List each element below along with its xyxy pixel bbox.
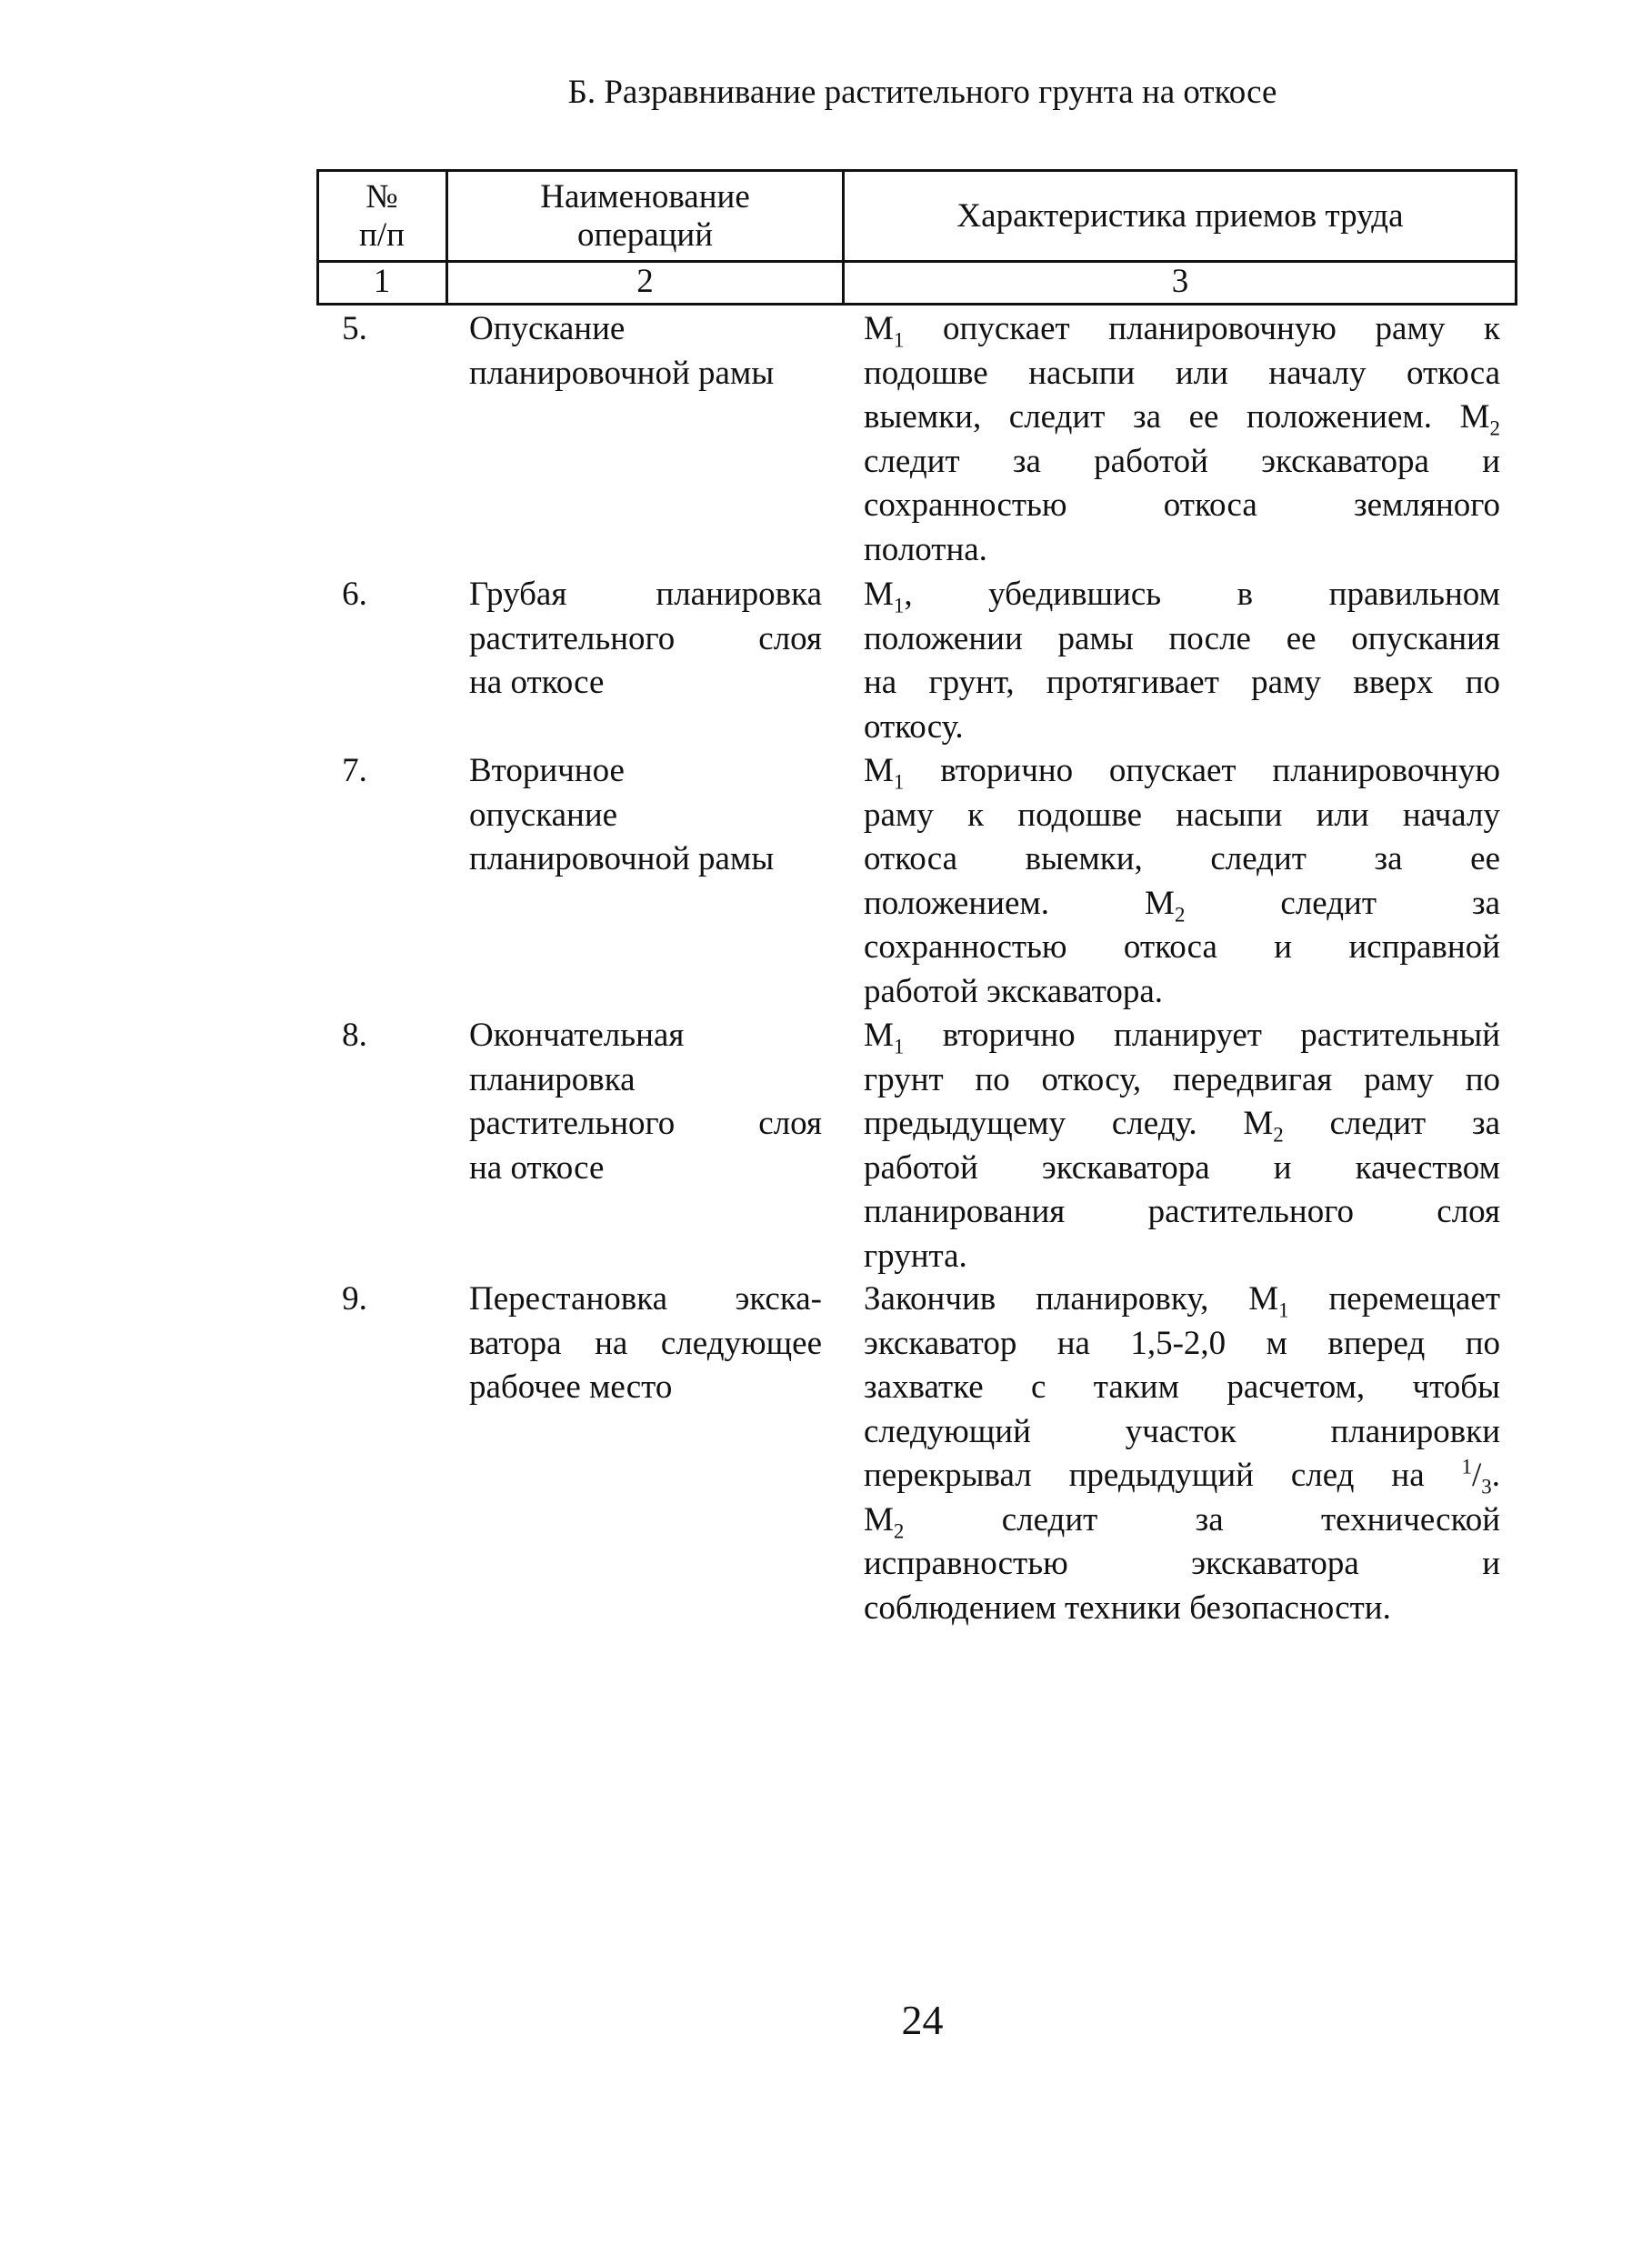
row-number: 9. [342, 1280, 367, 1318]
operation-name: Перестановка экска- ватора на следующее рабочее место [469, 1280, 822, 1406]
operation-description: $M_1$ вторично планирует растительный грунт по откосу, передвигая раму по предыдущему следу. $M_2$ следит за работой экскаватора и качеством планирования растительного слоя грунта. [864, 1017, 1500, 1275]
operation-description: Закончив планировку, $M_1$ перемещает экскаватор на 1,5-2,0 м вперед по захватке с таким расчетом, чтобы следующий участок планировки перекрывал предыдущий след на $^1/_3$. $M_2$ следит за технической исправностью экскаватора и соблюдением техники безопасности. [864, 1280, 1500, 1627]
column-number-2: 2 [636, 263, 654, 300]
page-number: 24 [901, 1997, 944, 2043]
header-desc [845, 173, 1516, 260]
header-no-line1: № [365, 178, 398, 215]
header-name-line2: операций [576, 216, 714, 254]
operation-name: Опускание планировочной рамы [469, 310, 775, 392]
row-number: 7. [342, 752, 367, 789]
row-number: 5. [342, 310, 367, 347]
header-divider [316, 260, 1517, 263]
page-title: Б. Разравнивание растительного грунта на откосе [567, 74, 1277, 111]
operation-name: Грубая планировка растительного слоя на откосе [469, 576, 822, 701]
operation-description: $M_1$ опускает планировочную раму к подошве насыпи или началу откоса выемки, следит за ее положением. $M_2$ следит за работой экскаватора и сохранностью откоса земляного полотна. [864, 310, 1500, 568]
header-no-line2: п/п [359, 216, 405, 254]
column-number-1: 1 [373, 263, 391, 300]
header-name [448, 173, 842, 260]
operation-name: Окончательная планировка растительного слоя на откосе [469, 1017, 822, 1187]
header-name-line1: Наименование [540, 178, 750, 215]
header-desc-text: Характеристика приемов труда [956, 197, 1404, 235]
row-number: 6. [342, 576, 367, 613]
column-number-3: 3 [1171, 263, 1189, 300]
row-number: 8. [342, 1017, 367, 1054]
operation-description: $M_1$ вторично опускает планировочную раму к подошве насыпи или началу откоса выемки, следит за ее положением. $M_2$ следит за сохранностью откоса и исправной работой экскаватора. [864, 752, 1500, 1010]
operation-name: Вторичное опускание планировочной рамы [469, 752, 775, 877]
header-no [318, 173, 446, 260]
operation-description: $M_1$, убедившись в правильном положении рамы после ее опускания на грунт, протягивает раму вверх по откосу. [864, 576, 1500, 746]
